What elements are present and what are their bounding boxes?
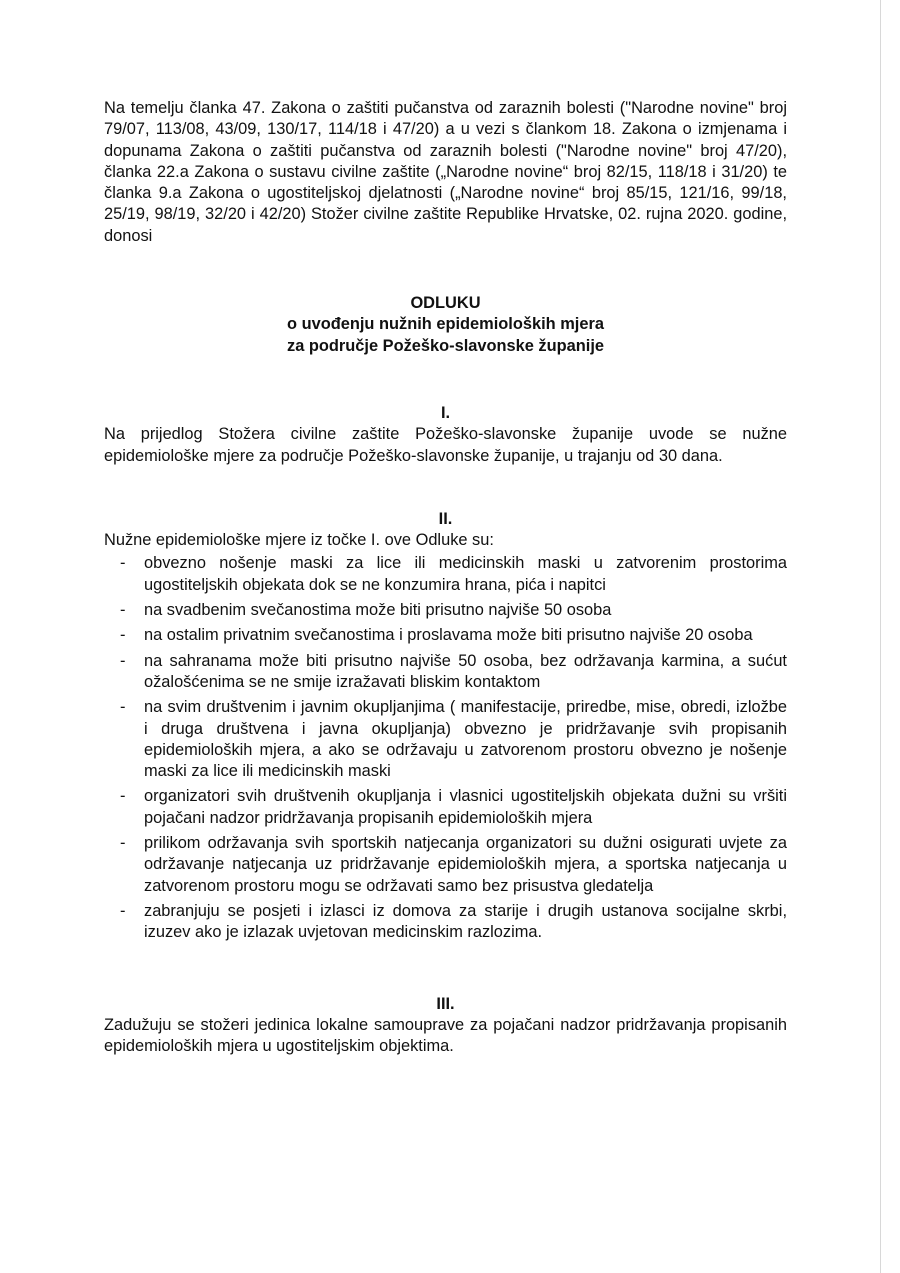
section-number-2: II. xyxy=(438,509,453,528)
list-item xyxy=(104,697,787,782)
list-item xyxy=(104,786,787,829)
list-item xyxy=(104,625,787,646)
decision-title-line-3: za područje Požeško-slavonske županije xyxy=(287,336,604,355)
dash-bullet: - xyxy=(120,834,126,853)
dash-bullet: - xyxy=(120,901,126,920)
measure-text: na ostalim privatnim svečanostima i proslavama može biti prisutno najviše 20 osoba xyxy=(144,626,753,645)
decision-title xyxy=(104,293,787,357)
dash-bullet: - xyxy=(120,554,126,573)
dash-bullet: - xyxy=(120,787,126,806)
document-page xyxy=(104,98,787,1057)
measure-text: prilikom održavanja svih sportskih natjecanja organizatori su dužni osigurati uvjete za održavanje natjecanja uz pridržavanje epidemioloških mjera, a sportska natjecanja u zatvorenom prostoru mogu se održavati samo bez prisustva gledatelja xyxy=(144,834,787,895)
measure-text: organizatori svih društvenih okupljanja i vlasnici ugostiteljskih objekata dužni su vršiti pojačani nadzor pridržavanja propisanih epidemioloških mjera xyxy=(144,787,787,827)
list-item xyxy=(104,901,787,944)
measure-text: zabranjuju se posjeti i izlasci iz domova za starije i drugih ustanova socijalne skrbi, izuzev ako je izlazak uvjetovan medicinskim razlozima. xyxy=(144,901,787,942)
dash-bullet: - xyxy=(120,698,126,717)
decision-title-line-1: ODLUKU xyxy=(410,294,481,313)
decision-title-line-2: o uvođenju nužnih epidemioloških mjera xyxy=(287,315,604,334)
measure-text: na svim društvenim i javnim okupljanjima ( manifestacije, priredbe, mise, obredi, izložbe i druga društvena i javna okupljanja) obvezno je pridržavanje svih propisanih epidemioloških mjera, a ako se održavaju u zatvorenom prostoru obvezno je nošenje maski za lice ili medicinskih maski xyxy=(144,698,787,781)
preamble-paragraph: Na temelju članka 47. Zakona o zaštiti pučanstva od zaraznih bolesti ("Narodne novine" broj 79/07, 113/08, 43/09, 130/17, 114/18 i 47/20) a u vezi s člankom 18. Zakona o izmjenama i dopunama Zakona o zaštiti pučanstva od zaraznih bolesti ("Narodne novine" broj 47/20), članka 22.a Zakona o sustavu civilne zaštite („Narodne novine“ broj 82/15, 118/18 i 31/20) te članka 9.a Zakona o ugostiteljskoj djelatnosti („Narodne novine“ broj 85/15, 121/16, 99/18, 25/19, 98/19, 32/20 i 42/20) Stožer civilne zaštite Republike Hrvatske, 02. rujna 2020. godine, donosi xyxy=(104,99,787,245)
list-item xyxy=(104,651,787,694)
page-edge-line xyxy=(880,0,881,1273)
measure-text: na svadbenim svečanostima može biti prisutno najviše 50 osoba xyxy=(144,601,612,620)
dash-bullet: - xyxy=(120,601,126,620)
section-number-1: I. xyxy=(440,403,451,422)
list-item xyxy=(104,833,787,897)
list-item xyxy=(104,553,787,596)
section-3-text: Zadužuju se stožeri jedinica lokalne samouprave za pojačani nadzor pridržavanja propisanih epidemioloških mjera u ugostiteljskim objektima. xyxy=(104,1015,787,1056)
dash-bullet: - xyxy=(120,626,126,645)
section-1-text: Na prijedlog Stožera civilne zaštite Požeško-slavonske županije uvode se nužne epidemiološke mjere za područje Požeško-slavonske županije, u trajanju od 30 dana. xyxy=(104,425,787,465)
section-number-3: III. xyxy=(436,994,455,1013)
list-item xyxy=(104,600,787,621)
measure-text: obvezno nošenje maski za lice ili medicinskih maski u zatvorenim prostorima ugostiteljskih objekata dok se ne konzumira hrana, pića i napitci xyxy=(144,554,787,594)
measure-text: na sahranama može biti prisutno najviše 50 osoba, bez održavanja karmina, a sućut ožalošćenima se ne smije izražavati bliskim kontaktom xyxy=(144,651,787,691)
dash-bullet: - xyxy=(120,651,126,670)
section-2-intro: Nužne epidemiološke mjere iz točke I. ove Odluke su: xyxy=(104,531,494,550)
measures-list xyxy=(104,553,787,943)
